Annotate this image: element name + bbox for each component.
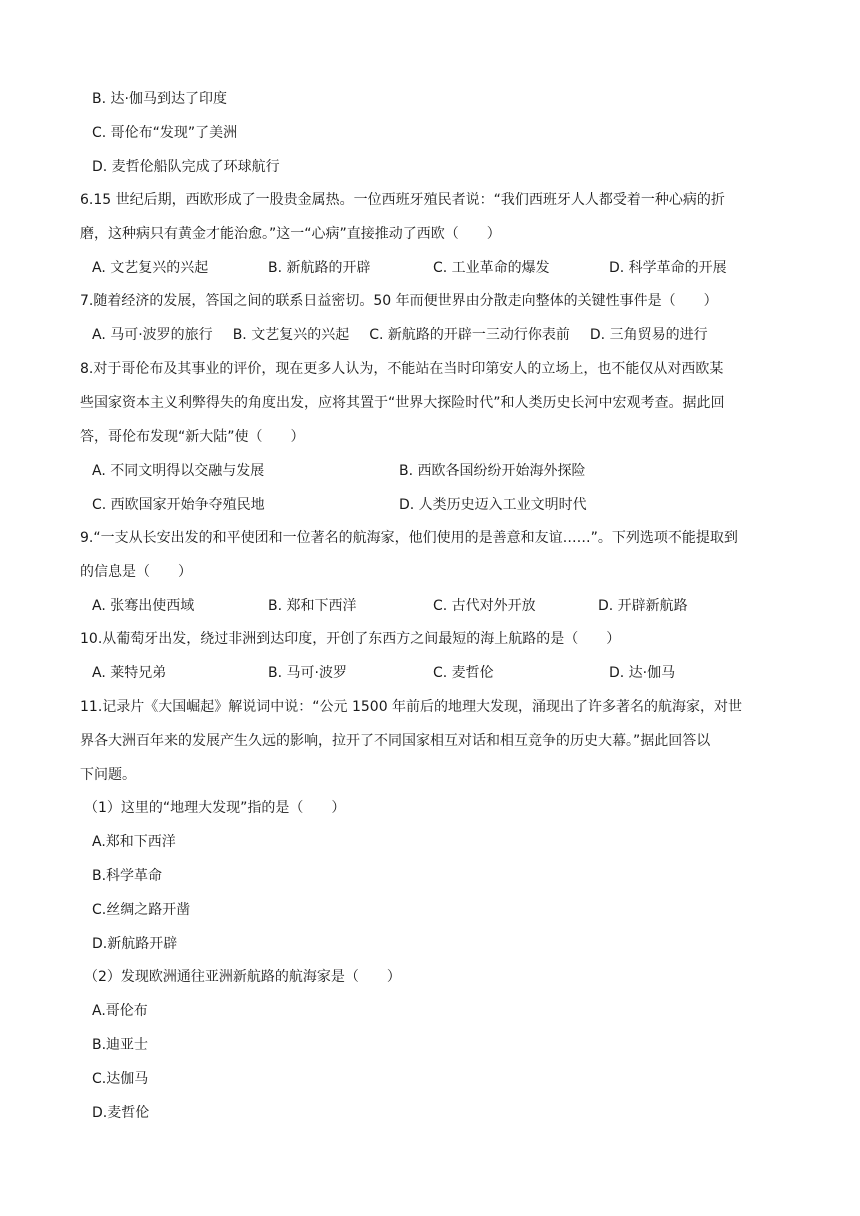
q5-option-d: D. 麦哲伦船队完成了环球航行 [92,159,280,175]
q10-option-c: C. 麦哲伦 [433,665,494,681]
q8-stem-line1: 8.对于哥伦布及其事业的评价，现在更多人认为，不能站在当时印第安人的立场上，也不能仅从对西欧某 [80,361,724,377]
q11-sub2-option-c: C.达伽马 [92,1071,149,1087]
q7-option-d: D. 三角贸易的进行 [589,327,708,343]
q9-option-b: B. 郑和下西洋 [268,598,357,614]
q5-option-b: B. 达·伽马到达了印度 [92,91,227,107]
q9-option-c: C. 古代对外开放 [433,598,536,614]
q5-option-c: C. 哥伦布“发现”了美洲 [92,125,238,141]
q10-options [92,663,675,683]
q11-sub2-stem: （2）发现欧洲通往亚洲新航路的航海家是（ ） [84,969,401,985]
q7-stem: 7.随着经济的发展，答国之间的联系日益密切。50 年而便世界由分散走向整体的关键性事件是（ ） [80,293,718,309]
q10-option-d: D. 达·伽马 [609,665,676,681]
q6-option-c: C. 工业革命的爆发 [433,260,550,276]
q6-option-b: B. 新航路的开辟 [268,260,371,276]
q7-option-a: A. 马可·波罗的旅行 [92,327,213,343]
q9-stem-line2: 的信息是（ ） [80,564,192,580]
q11-sub1-stem: （1）这里的“地理大发现”指的是（ ） [84,800,346,816]
q6-option-a: A. 文艺复兴的兴起 [92,260,209,276]
q9-options [92,596,688,616]
q8-options-row1 [92,461,586,481]
q11-sub1-option-c: C.丝绸之路开凿 [92,902,191,918]
q10-option-b: B. 马可·波罗 [268,665,347,681]
q8-stem-line2: 些国家资本主义利弊得失的角度出发，应将其置于“世界大探险时代”和人类历史长河中宏观考查。据此回 [80,395,725,411]
q8-stem-line3: 答，哥伦布发现“新大陆”使（ ） [80,429,305,445]
q10-option-a: A. 莱特兄弟 [92,665,167,681]
q9-stem-line1: 9.“一支从长安出发的和平使团和一位著名的航海家，他们使用的是善意和友谊……”。下列选项不能提取到 [80,530,738,546]
q6-stem-line2: 磨，这种病只有黄金才能治愈。”这一“心病”直接推动了西欧（ ） [80,226,501,242]
q6-stem-line1: 6.15 世纪后期，西欧形成了一股贵金属热。一位西班牙殖民者说：“我们西班牙人人都受着一种心病的折 [80,192,725,208]
q8-option-a: A. 不同文明得以交融与发展 [92,463,265,479]
q7-option-b: B. 文艺复兴的兴起 [232,327,350,343]
q11-stem-line3: 下问题。 [80,767,136,783]
q11-sub1-option-d: D.新航路开辟 [92,936,178,952]
q9-option-a: A. 张骞出使西域 [92,598,195,614]
q11-sub1-option-a: A.郑和下西洋 [92,834,176,850]
q6-option-d: D. 科学革命的开展 [609,260,727,276]
q8-option-d: D. 人类历史迈入工业文明时代 [399,497,587,513]
q11-stem-line1: 11.记录片《大国崛起》解说词中说：“公元 1500 年前后的地理大发现，涌现出了许多著名的航海家，对世 [80,699,743,715]
q8-option-c: C. 西欧国家开始争夺殖民地 [92,497,265,513]
q11-sub1-option-b: B.科学革命 [92,868,163,884]
q10-stem: 10.从葡萄牙出发，绕过非洲到达印度，开创了东西方之间最短的海上航路的是（ ） [80,631,621,647]
q11-sub2-option-a: A.哥伦布 [92,1003,148,1019]
q6-options [92,258,727,278]
q8-option-b: B. 西欧各国纷纷开始海外探险 [399,463,586,479]
q11-stem-line2: 界各大洲百年来的发展产生久远的影响，拉开了不同国家相互对话和相互竞争的历史大幕。”据此回答以 [80,733,711,749]
q9-option-d: D. 开辟新航路 [598,598,688,614]
q7-option-c: C. 新航路的开辟一三动行你表前 [369,327,570,343]
q8-options-row2 [92,495,587,515]
q11-sub2-option-d: D.麦哲伦 [92,1105,150,1121]
q7-options [92,325,708,345]
q11-sub2-option-b: B.迪亚士 [92,1037,149,1053]
